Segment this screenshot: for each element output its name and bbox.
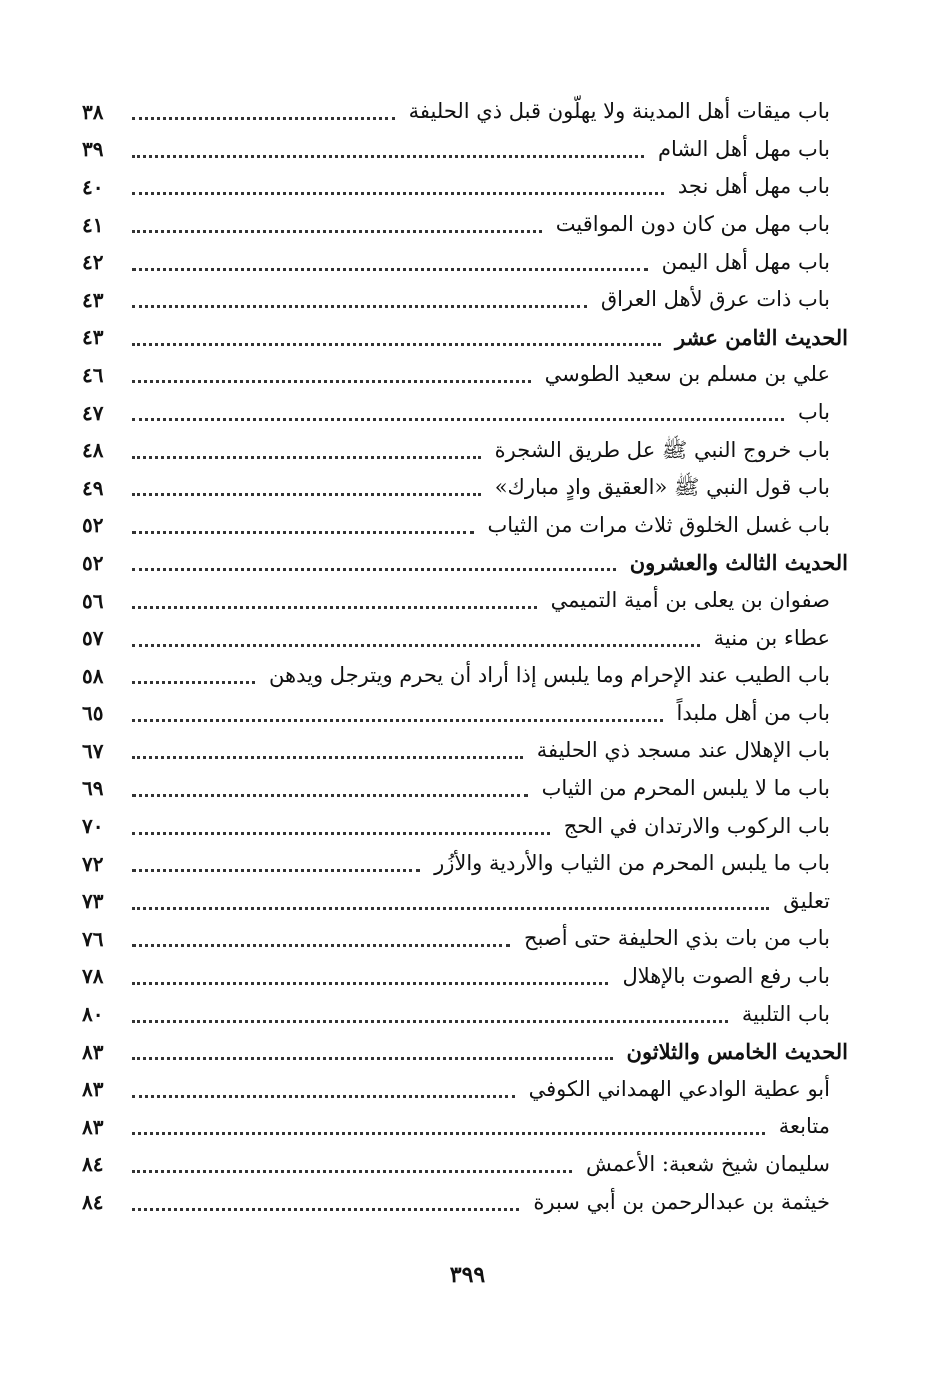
toc-entry-title: باب ما يلبس المحرم من الثياب والأردية والأزُر bbox=[434, 851, 830, 876]
toc-entry bbox=[82, 582, 848, 620]
toc-section-heading bbox=[82, 1033, 848, 1071]
toc-entry bbox=[82, 732, 848, 770]
dot-leader bbox=[132, 869, 420, 872]
toc-entry-title: باب الطيب عند الإحرام وما يلبس إذا أراد أن يحرم ويترجل ويدهن bbox=[269, 663, 830, 688]
dot-leader bbox=[132, 155, 644, 158]
toc-entry bbox=[82, 1070, 848, 1108]
page-number: ٣٩٩ bbox=[449, 1262, 486, 1288]
toc-entry-title: باب قول النبي ﷺ «العقيق وادٍ مبارك» bbox=[494, 475, 830, 500]
toc-entry-title: باب مهل أهل الشام bbox=[657, 136, 830, 161]
toc-entry-page-number: ٥٧ bbox=[82, 626, 104, 651]
toc-entry-title: سليمان شيخ شعبة: الأعمش bbox=[585, 1151, 830, 1176]
toc-entry-title: باب التلبية bbox=[741, 1001, 830, 1026]
toc-entry-page-number: ٤٠ bbox=[82, 174, 104, 199]
toc-entry-page-number: ٥٨ bbox=[82, 663, 104, 688]
dot-leader bbox=[132, 1208, 519, 1211]
toc-entry-page-number: ٥٢ bbox=[82, 513, 104, 538]
toc-section-heading bbox=[82, 544, 848, 582]
toc-entry bbox=[82, 695, 848, 733]
toc-entry-page-number: ٨٠ bbox=[82, 1002, 104, 1027]
toc-section-heading bbox=[82, 319, 848, 357]
dot-leader bbox=[132, 418, 784, 421]
toc-entry bbox=[82, 1183, 848, 1221]
dot-leader bbox=[132, 1132, 765, 1135]
toc-entry-page-number: ٣٩ bbox=[82, 137, 104, 162]
toc-entry-page-number: ٤٢ bbox=[82, 250, 104, 275]
toc-entry bbox=[82, 882, 848, 920]
dot-leader bbox=[132, 1020, 728, 1023]
dot-leader bbox=[132, 1170, 572, 1173]
toc-entry-title: أبو عطية الوادعي الهمداني الكوفي bbox=[528, 1076, 830, 1101]
toc-entry bbox=[82, 958, 848, 996]
dot-leader bbox=[132, 192, 664, 195]
toc-entry bbox=[82, 1146, 848, 1184]
toc-entry-page-number: ٧٣ bbox=[82, 889, 104, 914]
toc-entry bbox=[82, 281, 848, 319]
toc-entry-page-number: ٤٩ bbox=[82, 475, 104, 500]
toc-entry bbox=[82, 1108, 848, 1146]
toc-entry bbox=[82, 920, 848, 958]
toc-entry-title: خيثمة بن عبدالرحمن بن أبي سبرة bbox=[533, 1189, 830, 1214]
toc-entry bbox=[82, 845, 848, 883]
toc-entry-title: باب ميقات أهل المدينة ولا يهلّون قبل ذي الحليفة bbox=[408, 99, 830, 124]
dot-leader bbox=[132, 230, 542, 233]
toc-entry-page-number: ٨٣ bbox=[82, 1039, 104, 1064]
toc-entry bbox=[82, 93, 848, 131]
dot-leader bbox=[132, 1057, 613, 1060]
toc-entry-page-number: ٥٢ bbox=[82, 550, 104, 575]
dot-leader bbox=[132, 794, 528, 797]
toc-entry bbox=[82, 657, 848, 695]
dot-leader bbox=[132, 456, 481, 459]
toc-entry bbox=[82, 807, 848, 845]
toc-entry-title: باب الإهلال عند مسجد ذي الحليفة bbox=[536, 738, 830, 763]
dot-leader bbox=[132, 568, 616, 571]
toc-entry-page-number: ٨٤ bbox=[82, 1190, 104, 1215]
toc-entry-page-number: ٧٢ bbox=[82, 851, 104, 876]
toc-entry-page-number: ٥٦ bbox=[82, 588, 104, 613]
dot-leader bbox=[132, 681, 255, 684]
dot-leader bbox=[132, 493, 481, 496]
dot-leader bbox=[132, 944, 510, 947]
dot-leader bbox=[132, 531, 474, 534]
toc-entry-page-number: ٧٦ bbox=[82, 926, 104, 951]
toc-entry-title: باب ذات عرق لأهل العراق bbox=[600, 287, 830, 312]
toc-entry-title: باب مهل أهل اليمن bbox=[661, 249, 830, 274]
toc-entry-page-number: ٤٧ bbox=[82, 400, 104, 425]
dot-leader bbox=[132, 380, 531, 383]
toc-entry-title: الحديث الثالث والعشرون bbox=[629, 550, 848, 576]
toc-entry bbox=[82, 356, 848, 394]
toc-entry-title: باب مهل أهل نجد bbox=[677, 174, 830, 199]
toc-entry bbox=[82, 168, 848, 206]
toc-entry bbox=[82, 206, 848, 244]
toc-entry-page-number: ٨٣ bbox=[82, 1077, 104, 1102]
toc-entry bbox=[82, 394, 848, 432]
toc-entry-title: باب bbox=[797, 400, 830, 425]
toc-entry-page-number: ٦٧ bbox=[82, 738, 104, 763]
toc-entry-page-number: ٧٨ bbox=[82, 964, 104, 989]
toc-entry-title: باب مهل من كان دون المواقيت bbox=[555, 212, 830, 237]
dot-leader bbox=[132, 982, 608, 985]
dot-leader bbox=[132, 832, 550, 835]
toc-entry-page-number: ٧٠ bbox=[82, 814, 104, 839]
dot-leader bbox=[132, 1095, 515, 1098]
toc-entry-page-number: ٤١ bbox=[82, 212, 104, 237]
toc-entry-page-number: ٤٣ bbox=[82, 325, 104, 350]
toc-entry bbox=[82, 770, 848, 808]
toc-entry-page-number: ٤٣ bbox=[82, 287, 104, 312]
toc-entry bbox=[82, 431, 848, 469]
toc-entry-title: متابعة bbox=[778, 1114, 830, 1139]
dot-leader bbox=[132, 606, 537, 609]
toc-entry-page-number: ٦٩ bbox=[82, 776, 104, 801]
toc-entry bbox=[82, 507, 848, 545]
toc-entry-title: صفوان بن يعلى بن أمية التميمي bbox=[550, 588, 830, 613]
toc-entry bbox=[82, 469, 848, 507]
toc-entry-page-number: ٨٤ bbox=[82, 1152, 104, 1177]
toc-entry-page-number: ٦٥ bbox=[82, 701, 104, 726]
toc-entry-title: تعليق bbox=[783, 888, 830, 913]
table-of-contents bbox=[82, 93, 848, 1221]
toc-entry-title: الحديث الخامس والثلاثون bbox=[626, 1039, 848, 1065]
dot-leader bbox=[132, 343, 661, 346]
toc-entry-title: علي بن مسلم بن سعيد الطوسي bbox=[544, 362, 830, 387]
dot-leader bbox=[132, 644, 700, 647]
dot-leader bbox=[132, 268, 648, 271]
toc-entry-title: باب ما لا يلبس المحرم من الثياب bbox=[541, 775, 830, 800]
toc-entry-title: باب خروج النبي ﷺ عل طريق الشجرة bbox=[494, 437, 830, 462]
toc-entry bbox=[82, 619, 848, 657]
toc-entry bbox=[82, 243, 848, 281]
dot-leader bbox=[132, 756, 523, 759]
toc-entry-title: باب غسل الخلوق ثلاث مرات من الثياب bbox=[487, 512, 830, 537]
toc-entry-title: باب من أهل ملبداً bbox=[676, 700, 830, 725]
toc-entry bbox=[82, 995, 848, 1033]
toc-entry bbox=[82, 131, 848, 169]
dot-leader bbox=[132, 305, 587, 308]
toc-entry-page-number: ٤٦ bbox=[82, 362, 104, 387]
toc-entry-title: عطاء بن منية bbox=[713, 625, 830, 650]
dot-leader bbox=[132, 117, 395, 120]
toc-entry-title: باب رفع الصوت بالإهلال bbox=[622, 963, 830, 988]
toc-entry-page-number: ٣٨ bbox=[82, 99, 104, 124]
dot-leader bbox=[132, 719, 663, 722]
toc-entry-page-number: ٨٣ bbox=[82, 1114, 104, 1139]
toc-entry-page-number: ٤٨ bbox=[82, 438, 104, 463]
dot-leader bbox=[132, 907, 769, 910]
toc-entry-title: باب الركوب والارتدان في الحج bbox=[563, 813, 830, 838]
toc-entry-title: الحديث الثامن عشر bbox=[675, 324, 848, 350]
toc-entry-title: باب من بات بذي الحليفة حتى أصبح bbox=[524, 926, 830, 951]
